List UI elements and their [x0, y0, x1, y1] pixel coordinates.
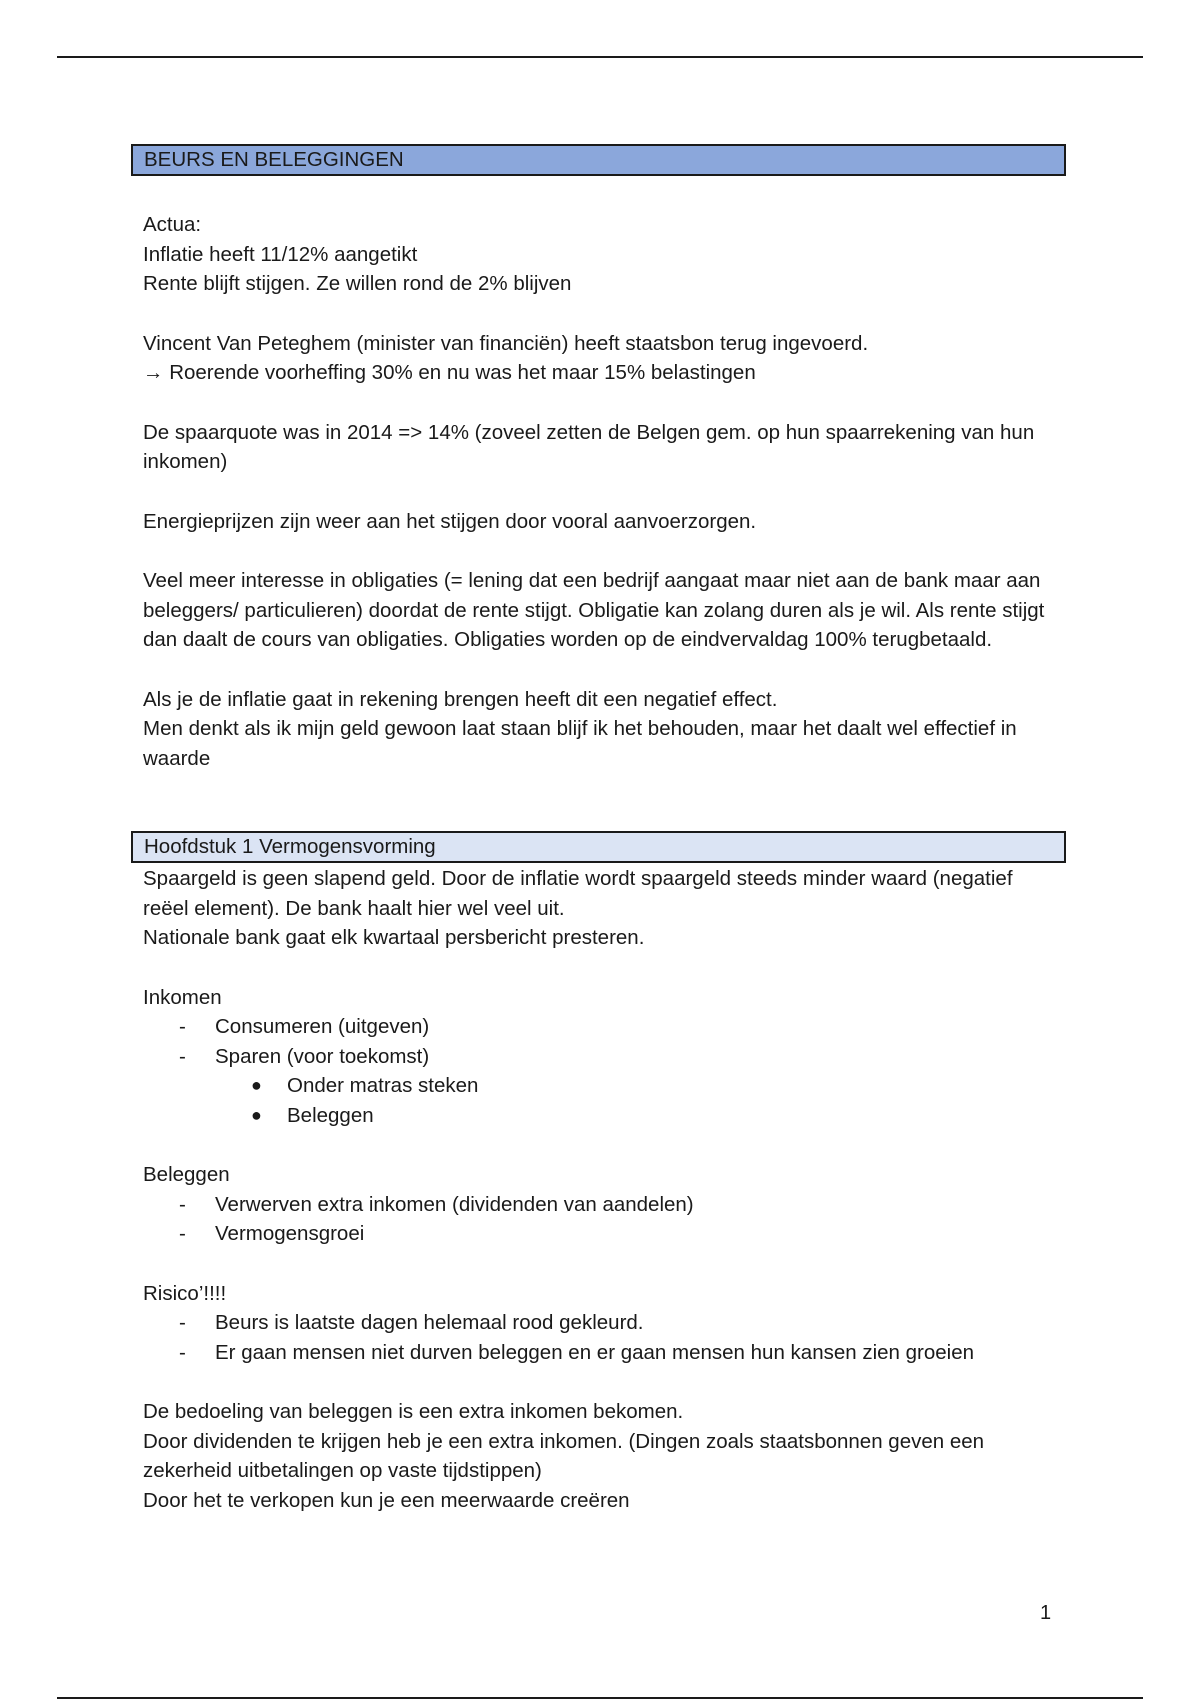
beleggen-item-2: Vermogensgroei	[215, 1222, 365, 1245]
inkomen-label: Inkomen	[143, 985, 222, 1009]
actua-label: Actua:	[143, 213, 202, 236]
inkomen-list	[143, 1012, 1063, 1130]
dash-marker: -	[179, 1015, 186, 1038]
dash-marker: -	[179, 1222, 186, 1245]
sparen-subitem-2: Beleggen	[287, 1103, 374, 1127]
staatsbon-line-1: Vincent Van Peteghem (minister van financiën) heeft staatsbon terug ingevoerd.	[143, 331, 869, 355]
bedoeling-line-2: Door dividenden te krijgen heb je een extra inkomen. (Dingen zoals staatsbonnen geven een zekerheid uitbetalingen op vaste tijdstippen)	[143, 1429, 985, 1482]
page-footer-rule	[57, 1697, 1143, 1699]
actua-line-2: Rente blijft stijgen. Ze willen rond de 2% blijven	[143, 272, 572, 295]
staatsbon-line-2: → Roerende voorheffing 30% en nu was het maar 15% belastingen	[143, 361, 756, 384]
list-item	[143, 1308, 1063, 1338]
beleggen-list	[143, 1190, 1063, 1249]
risico-list	[143, 1308, 1063, 1367]
beleggen-label: Beleggen	[143, 1163, 230, 1186]
inflatie-line-1: Als je de inflatie gaat in rekening brengen heeft dit een negatief effect.	[143, 687, 778, 711]
bullet-marker: ●	[251, 1104, 262, 1125]
sparen-sublist	[215, 1071, 1063, 1130]
beleggen-item-1: Verwerven extra inkomen (dividenden van aandelen)	[215, 1192, 694, 1216]
obligaties-paragraph: Veel meer interesse in obligaties (= lening dat een bedrijf aangaat maar niet aan de bank maar aan beleggers/ particulieren) doordat de rente stijgt. Obligatie kan zolang duren als je wil. Als rente stijgt dan daalt de cours van obligaties. Obligaties worden op de eindvervaldag 100% terugbetaald.	[143, 569, 1045, 651]
dash-marker: -	[179, 1044, 186, 1068]
spaargeld-line-1: Spaargeld is geen slapend geld. Door de inflatie wordt spaargeld steeds minder waard (negatief reëel element). De bank haalt hier wel veel uit.	[143, 867, 1013, 920]
risico-item-1: Beurs is laatste dagen helemaal rood gekleurd.	[215, 1311, 644, 1334]
list-item	[143, 1012, 1063, 1042]
dash-marker: -	[179, 1311, 186, 1334]
sparen-subitem-1: Onder matras steken	[287, 1074, 479, 1097]
dash-marker: -	[179, 1192, 186, 1216]
inkomen-item-1: Consumeren (uitgeven)	[215, 1015, 430, 1038]
bullet-marker: ●	[251, 1075, 262, 1095]
list-item	[215, 1101, 1063, 1131]
spaarquote-paragraph: De spaarquote was in 2014 => 14% (zoveel zetten de Belgen gem. op hun spaarrekening van hun inkomen)	[143, 420, 1035, 473]
page-number: 1	[1040, 1602, 1052, 1624]
risico-item-2: Er gaan mensen niet durven beleggen en er gaan mensen hun kansen zien groeien	[215, 1340, 975, 1364]
chapter-heading: Hoofdstuk 1 Vermogensvorming	[131, 831, 1066, 863]
main-heading: BEURS EN BELEGGINGEN	[131, 144, 1066, 176]
bedoeling-line-1: De bedoeling van beleggen is een extra inkomen bekomen.	[143, 1400, 684, 1423]
list-item	[143, 1042, 1063, 1131]
list-item	[143, 1219, 1063, 1249]
inflatie-line-2: Men denkt als ik mijn geld gewoon laat staan blijf ik het behouden, maar het daalt wel effectief in waarde	[143, 717, 1017, 770]
list-item	[143, 1338, 1063, 1368]
page-header-rule	[57, 56, 1143, 58]
risico-label: Risico’!!!!	[143, 1281, 227, 1305]
actua-line-1: Inflatie heeft 11/12% aangetikt	[143, 242, 418, 266]
list-item	[143, 1190, 1063, 1220]
list-item	[215, 1071, 1063, 1101]
spaargeld-line-2: Nationale bank gaat elk kwartaal persbericht presteren.	[143, 926, 645, 949]
bedoeling-line-3: Door het te verkopen kun je een meerwaarde creëren	[143, 1488, 630, 1512]
inkomen-item-2: Sparen (voor toekomst)	[215, 1044, 430, 1068]
energie-paragraph: Energieprijzen zijn weer aan het stijgen door vooral aanvoerzorgen.	[143, 509, 757, 533]
dash-marker: -	[179, 1340, 186, 1364]
